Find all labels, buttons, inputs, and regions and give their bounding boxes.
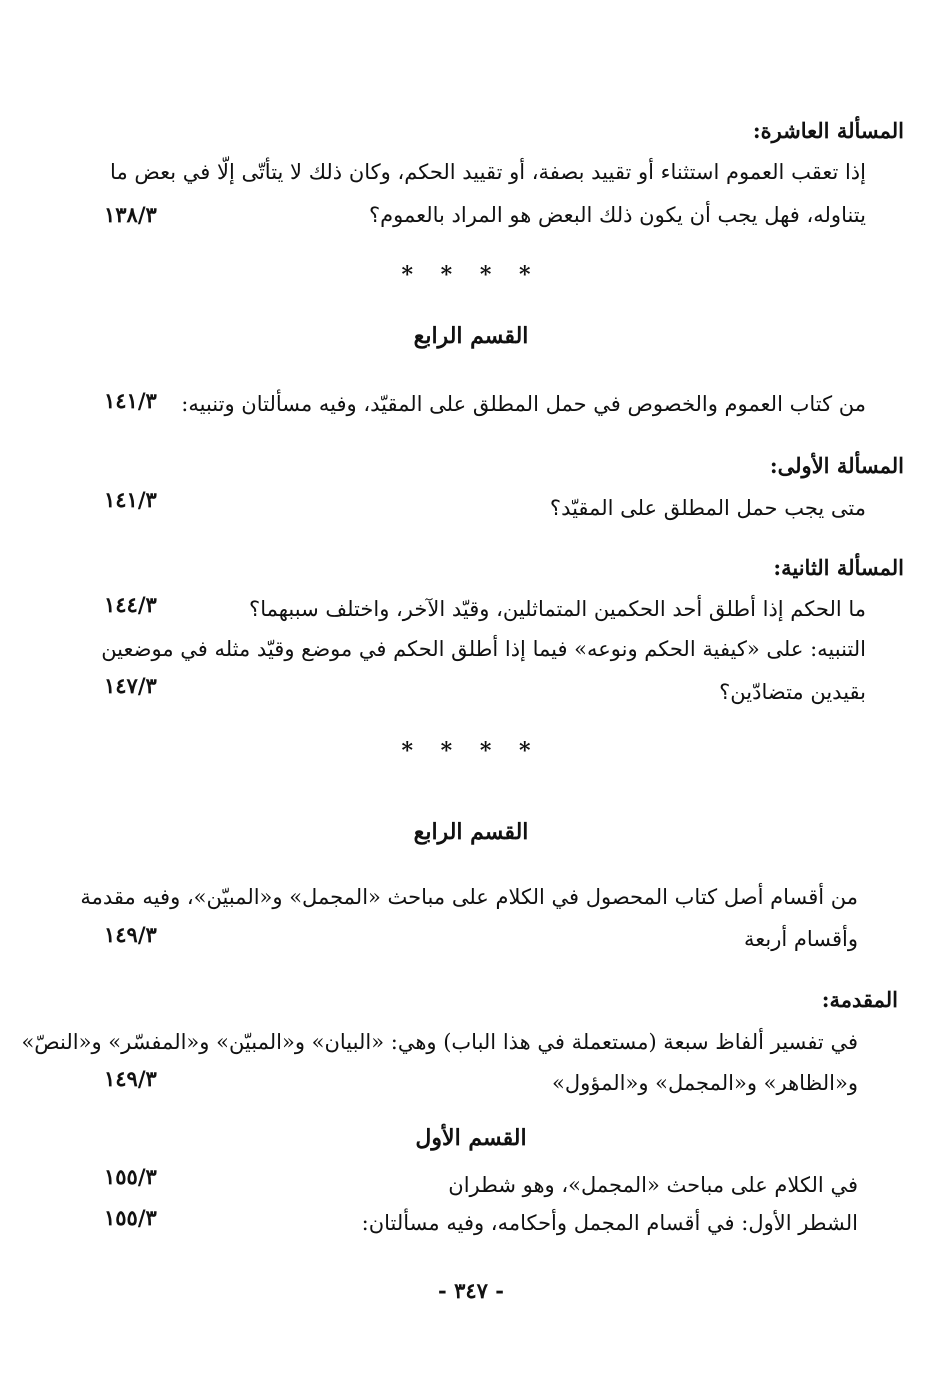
text-line: ما الحكم إذا أطلق أحد الحكمين المتماثلين، وقيّد الآخر، واختلف سببهما؟ [249,597,866,621]
page-ref: ١٤١/٣ [104,388,157,413]
text-line: الشطر الأول: في أقسام المجمل وأحكامه، وفيه مسألتان: [361,1211,858,1235]
heading-masala-2: المسألة الثانية: [773,555,904,580]
page-number: - ٣٤٧ - [438,1278,504,1303]
page-ref: ١٣٨/٣ [104,202,157,227]
heading-muqaddima: المقدمة: [821,987,898,1012]
page-ref: ١٥٥/٣ [104,1205,157,1230]
text-line: بقيدين متضادّين؟ [719,680,866,704]
page-ref: ١٤٧/٣ [104,673,157,698]
heading-masala-10: المسألة العاشرة: [752,118,904,143]
text-line: التنبيه: على «كيفية الحكم ونوعه» فيما إذا أطلق الحكم في موضع وقيّد مثله في موضعين [101,637,866,661]
section-divider-stars: * * * * [401,738,541,764]
section-heading: القسم الأول [415,1125,527,1151]
text-line: إذا تعقب العموم استثناء أو تقييد بصفة، أو تقييد الحكم، وكان ذلك لا يتأتّى إلّا في بعض ما [110,160,866,184]
page-ref: ١٤٤/٣ [104,592,157,617]
text-line: وأقسام أربعة [743,927,858,951]
section-heading: القسم الرابع [413,323,529,349]
text-line: من أقسام أصل كتاب المحصول في الكلام على مباحث «المجمل» و«المبيّن»، وفيه مقدمة [80,885,858,909]
text-line: في تفسير ألفاظ سبعة (مستعملة في هذا الباب) وهي: «البيان» و«المبيّن» و«المفسّر» و«النصّ» [21,1030,858,1054]
page-ref: ١٤٩/٣ [104,922,157,947]
text-line: يتناوله، فهل يجب أن يكون ذلك البعض هو المراد بالعموم؟ [368,203,866,227]
text-line: متى يجب حمل المطلق على المقيّد؟ [549,496,866,520]
section-heading: القسم الرابع [413,819,529,845]
heading-masala-1: المسألة الأولى: [769,453,904,478]
section-divider-stars: * * * * [401,262,541,288]
text-line: في الكلام على مباحث «المجمل»، وهو شطران [448,1173,858,1197]
page-ref: ١٥٥/٣ [104,1164,157,1189]
text-line: من كتاب العموم والخصوص في حمل المطلق على المقيّد، وفيه مسألتان وتنبيه: [181,392,866,416]
page-ref: ١٤١/٣ [104,487,157,512]
text-line: و«الظاهر» و«المجمل» و«المؤول» [552,1071,858,1095]
page-ref: ١٤٩/٣ [104,1066,157,1091]
